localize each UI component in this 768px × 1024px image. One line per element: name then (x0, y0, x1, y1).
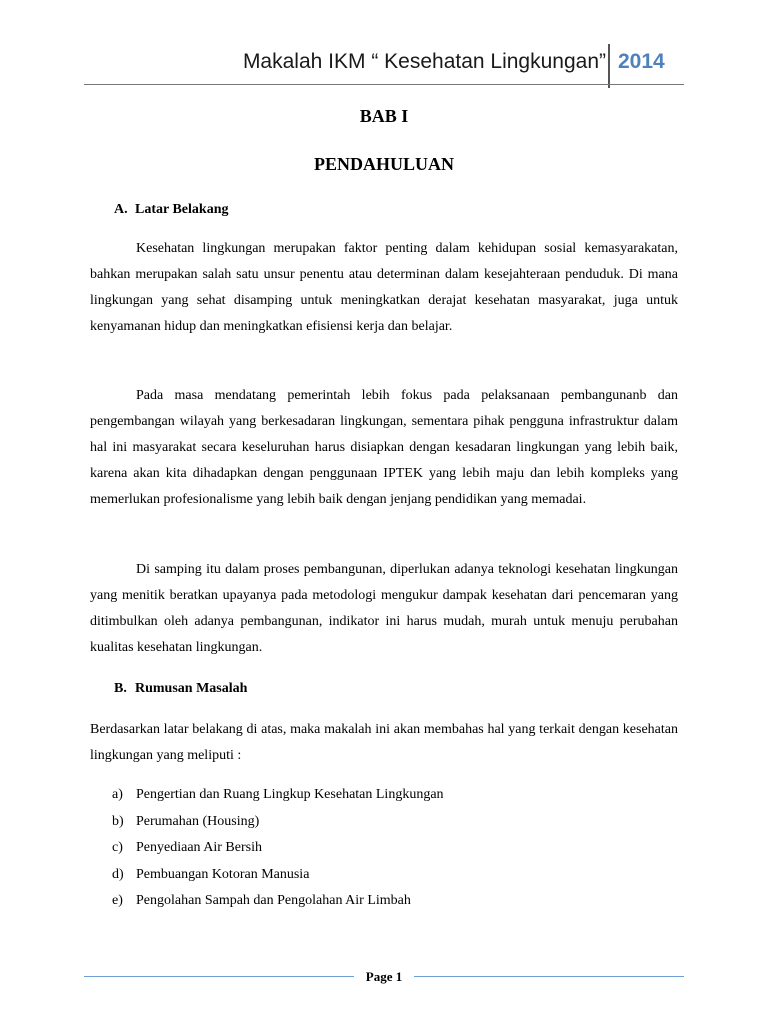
list-item (112, 812, 444, 839)
paragraph-3: Di samping itu dalam proses pembangunan, diperlukan adanya teknologi kesehatan lingkungan yang menitik beratkan upayanya pada metodologi mengukur dampak kesehatan dari pencemaran yang ditimbulkan oleh adanya pembangunan, indikator ini harus mudah, murah untuk menuju perubahan kualitas kesehatan lingkungan. (90, 562, 678, 655)
footer-rule-right (414, 976, 684, 977)
header-year: 2014 (618, 50, 665, 73)
section-title-b: Rumusan Masalah (135, 681, 248, 696)
list-marker: a) (112, 787, 123, 802)
section-title-a: Latar Belakang (135, 202, 229, 217)
list-item-text: Penyediaan Air Bersih (136, 840, 262, 855)
list-marker: c) (112, 840, 123, 855)
paragraph-4: Berdasarkan latar belakang di atas, maka makalah ini akan membahas hal yang terkait dengan kesehatan lingkungan yang meliputi : (90, 722, 678, 763)
header-divider (608, 44, 610, 88)
list-marker: d) (112, 866, 124, 882)
list-item-text: Pembuangan Kotoran Manusia (136, 866, 310, 882)
paragraph-2: Pada masa mendatang pemerintah lebih fokus pada pelaksanaan pembangunanb dan pengembangan wilayah yang berkesadaran lingkungan, sementara pihak pengguna infrastruktur dalam hal ini masyarakat secara keseluruhan harus disiapkan dengan kesadaran lingkungan yang lebih baik, karena akan kita dihadapkan dengan penggunaan IPTEK yang lebih maju dan lebih kompleks yang memerlukan profesionalisme yang lebih baik dengan jenjang pendidikan yang memadai. (90, 388, 678, 507)
page-header (0, 0, 768, 90)
list-item (112, 891, 444, 918)
chapter-title: PENDAHULUAN (313, 154, 454, 174)
list-item-text: Pengolahan Sampah dan Pengolahan Air Limbah (136, 893, 411, 908)
list-marker: e) (112, 893, 123, 908)
section-heading-b (114, 681, 247, 697)
header-rule (84, 84, 684, 85)
page-number: Page 1 (365, 969, 403, 984)
list-item-text: Perumahan (Housing) (136, 813, 260, 829)
list-marker: b) (112, 813, 124, 829)
topic-list (112, 785, 444, 918)
list-item (112, 838, 444, 865)
list-item (112, 785, 444, 812)
paragraph-1: Kesehatan lingkungan merupakan faktor penting dalam kehidupan sosial kemasyarakatan, bahkan merupakan salah satu unsur penentu atau determinan dalam kesejahteraan penduduk. Di mana lingkungan yang sehat disamping untuk meningkatkan derajat kesehatan masyarakat, juga untuk kenyamanan hidup dan meningkatkan efisiensi kerja dan belajar. (90, 241, 678, 334)
list-item-text: Pengertian dan Ruang Lingkup Kesehatan Lingkungan (136, 787, 444, 802)
header-title: Makalah IKM “ Kesehatan Lingkungan” (242, 50, 606, 73)
section-marker-b: B. (114, 681, 127, 696)
section-heading-a (114, 202, 228, 218)
list-item (112, 865, 444, 892)
section-marker-a: A. (114, 202, 128, 217)
chapter-number: BAB I (359, 106, 409, 126)
